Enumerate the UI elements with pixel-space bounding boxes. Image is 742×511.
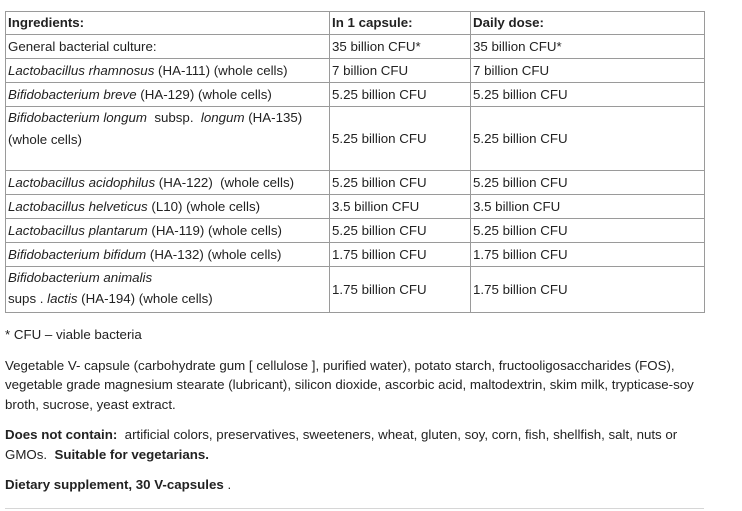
ingredient-name: General bacterial culture:: [6, 35, 330, 59]
capsule-amount: 5.25 billion CFU: [330, 107, 471, 171]
table-row: [6, 35, 705, 59]
table-row: [6, 107, 705, 171]
table-row: [6, 83, 705, 107]
product-info: [5, 11, 705, 495]
capsule-amount: 35 billion CFU*: [330, 35, 471, 59]
daily-amount: 5.25 billion CFU: [471, 83, 705, 107]
exclusions-text: Does not contain: artificial colors, preservatives, sweeteners, wheat, gluten, soy, corn, fish, shellfish, salt, nuts or GMOs. Suitable for vegetarians.: [5, 427, 681, 462]
header-daily-dose: Daily dose:: [471, 12, 705, 35]
table-row: [6, 243, 705, 267]
capsule-amount: 7 billion CFU: [330, 59, 471, 83]
supplement-label: Dietary supplement, 30 V-capsules: [5, 477, 224, 492]
table-row: [6, 59, 705, 83]
daily-amount: 1.75 billion CFU: [471, 243, 705, 267]
daily-amount: 7 billion CFU: [471, 59, 705, 83]
capsule-amount: 1.75 billion CFU: [330, 267, 471, 313]
ingredient-name: Lactobacillus rhamnosus (HA-111) (whole cells): [6, 59, 330, 83]
vegetarian-note: Suitable for vegetarians.: [54, 446, 209, 462]
header-ingredients: Ingredients:: [6, 12, 330, 35]
ingredients-table: [5, 11, 705, 313]
table-row: [6, 219, 705, 243]
composition-text: Vegetable V- capsule (carbohydrate gum [ cellulose ], purified water), potato starch, fructooligosaccharides (FOS), vegetable grade magnesium stearate (lubricant), silicon dioxide, ascorbic acid, maltodextrin, skim milk, trypticase-soy broth, sucrose, yeast extract.: [5, 357, 694, 412]
capsule-amount: 5.25 billion CFU: [330, 83, 471, 107]
ingredient-name: Lactobacillus plantarum (HA-119) (whole cells): [6, 219, 330, 243]
ingredient-name: Bifidobacterium breve (HA-129) (whole cells): [6, 83, 330, 107]
capsule-amount: 5.25 billion CFU: [330, 219, 471, 243]
capsule-amount: 3.5 billion CFU: [330, 195, 471, 219]
daily-amount: 3.5 billion CFU: [471, 195, 705, 219]
table-row: [6, 171, 705, 195]
daily-amount: 5.25 billion CFU: [471, 219, 705, 243]
ingredient-name: Bifidobacterium animalis sups . lactis (HA-194) (whole cells): [6, 267, 330, 313]
cfu-footnote: * CFU – viable bacteria: [5, 327, 142, 342]
ingredient-name: Bifidobacterium bifidum (HA-132) (whole cells): [6, 243, 330, 267]
capsule-amount: 5.25 billion CFU: [330, 171, 471, 195]
supplement-line: Dietary supplement, 30 V-capsules .: [5, 477, 232, 492]
exclusions-label: Does not contain:: [5, 427, 121, 442]
daily-amount: 5.25 billion CFU: [471, 107, 705, 171]
bottom-divider: [5, 508, 704, 509]
capsule-amount: 1.75 billion CFU: [330, 243, 471, 267]
daily-amount: 1.75 billion CFU: [471, 267, 705, 313]
table-header-row: [6, 12, 705, 35]
daily-amount: 5.25 billion CFU: [471, 171, 705, 195]
table-row: [6, 195, 705, 219]
daily-amount: 35 billion CFU*: [471, 35, 705, 59]
header-in-1-capsule: In 1 capsule:: [330, 12, 471, 35]
ingredient-name: Bifidobacterium longum subsp. longum (HA-135) (whole cells): [6, 107, 330, 171]
ingredient-name: Lactobacillus acidophilus (HA-122) (whole cells): [6, 171, 330, 195]
table-row: [6, 267, 705, 313]
ingredient-name: Lactobacillus helveticus (L10) (whole cells): [6, 195, 330, 219]
